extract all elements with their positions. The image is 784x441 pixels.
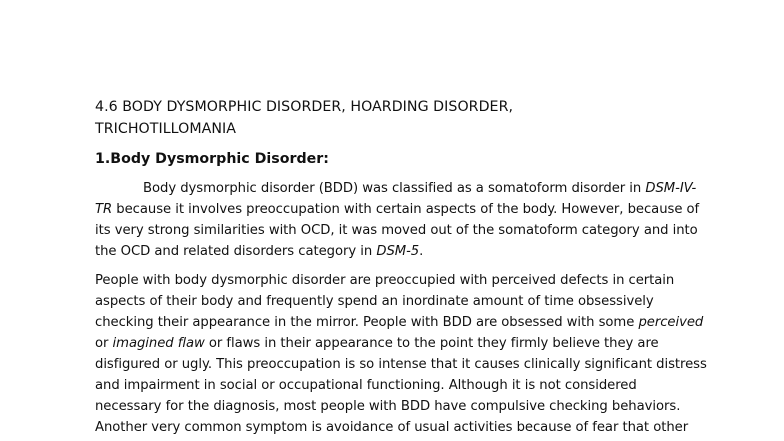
italic-term: DSM-5 (376, 244, 420, 259)
paragraph-2-line-3 (95, 312, 704, 333)
text-run: or (95, 336, 113, 351)
section-heading (95, 96, 695, 140)
paragraph-2-line-8: Another very common symptom is avoidance of usual activities because of fear that other (95, 420, 689, 435)
paragraph-2-line-1: People with body dysmorphic disorder are preoccupied with perceived defects in certain (95, 273, 675, 288)
paragraph-1 (95, 178, 700, 262)
text-run: the OCD and related disorders category in (95, 244, 377, 259)
italic-term: TR (95, 202, 113, 217)
section-heading-line-1: 4.6 BODY DYSMORPHIC DISORDER, HOARDING DISORDER, (95, 99, 514, 115)
italic-term: DSM-IV- (645, 181, 697, 196)
paragraph-1-line-4 (95, 241, 695, 262)
sub-heading: 1.Body Dysmorphic Disorder: (95, 151, 329, 167)
paragraph-2-line-4 (95, 333, 695, 354)
section-heading-line-2: TRICHOTILLOMANIA (95, 121, 237, 137)
paragraph-2 (95, 270, 707, 438)
paragraph-1-line-2 (95, 199, 700, 220)
text-run: Body dysmorphic disorder (BDD) was classified as a somatoform disorder in (143, 181, 646, 196)
text-run: . (419, 244, 424, 259)
text-run: checking their appearance in the mirror. People with BDD are obsessed with some (95, 315, 639, 330)
paragraph-1-line-3: its very strong similarities with OCD, it was moved out of the somatoform category and into (95, 223, 698, 238)
text-run: because it involves preoccupation with certain aspects of the body. However, because of (112, 202, 700, 217)
italic-term: perceived (638, 315, 704, 330)
document-body (95, 96, 707, 438)
paragraph-2-line-6: and impairment in social or occupational functioning. Although it is not considered (95, 378, 637, 393)
paragraph-2-line-5: disfigured or ugly. This preoccupation is so intense that it causes clinically significant distress (95, 357, 707, 372)
paragraph-1-line-1 (95, 178, 695, 199)
paragraph-2-line-2: aspects of their body and frequently spend an inordinate amount of time obsessively (95, 294, 654, 309)
italic-term: imagined flaw (112, 336, 205, 351)
text-run: or flaws in their appearance to the point they firmly believe they are (204, 336, 659, 351)
paragraph-2-line-7: necessary for the diagnosis, most people with BDD have compulsive checking behaviors. (95, 399, 681, 414)
